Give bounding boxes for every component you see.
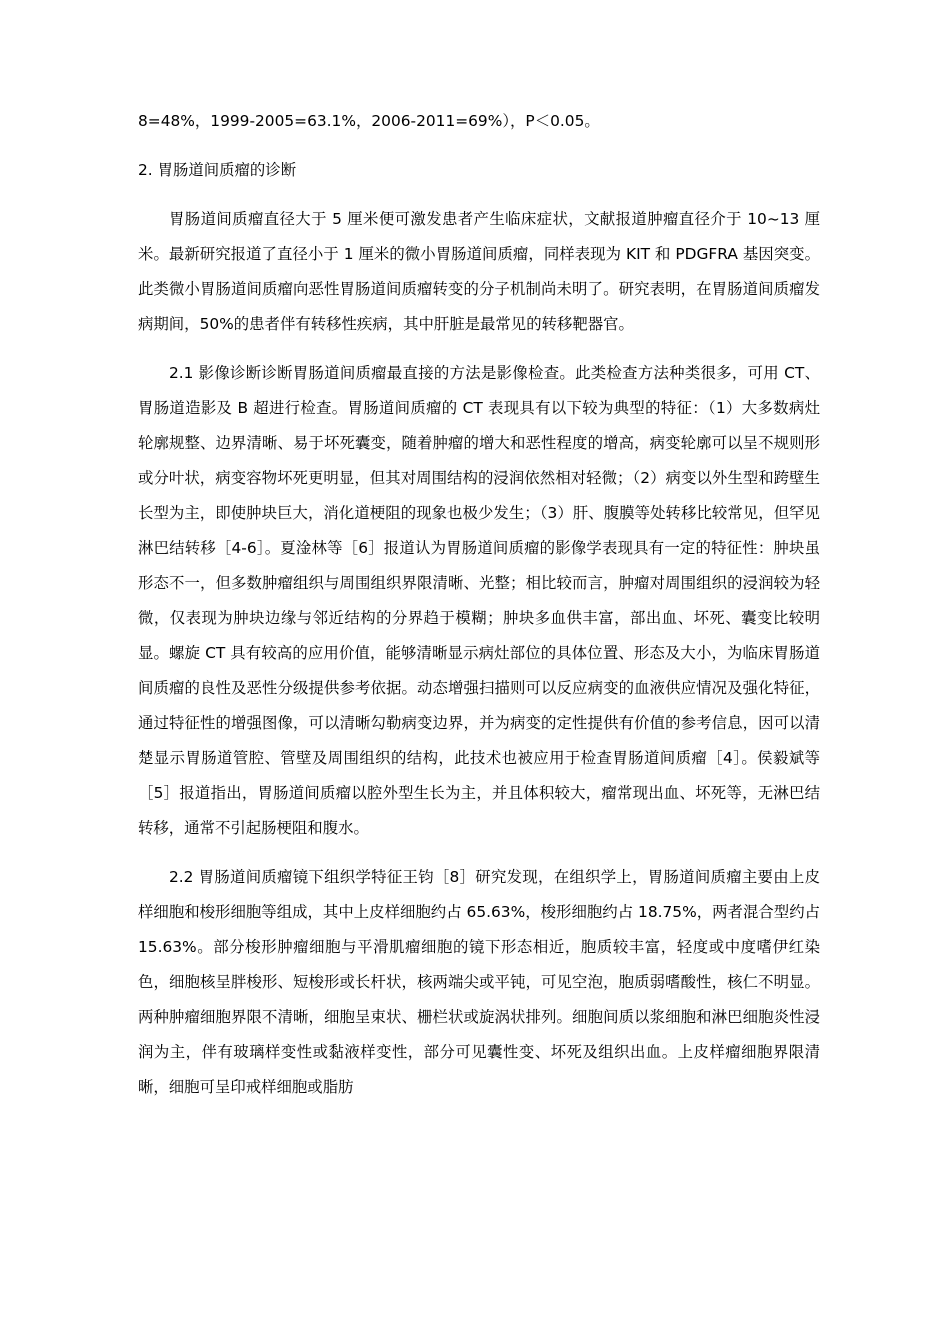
paragraph-histology: 2.2 胃肠道间质瘤镜下组织学特征王钧［8］研究发现，在组织学上，胃肠道间质瘤主要由上皮样细胞和梭形细胞等组成，其中上皮样细胞约占 65.63%，梭形细胞约占 18.75%，两者混合型约占 15.63%。部分梭形肿瘤细胞与平滑肌瘤细胞的镜下形态相近，胞质较丰富，轻度或中度嗜伊红染色，细胞核呈胖梭形、短梭形或长杆状，核两端尖或平钝，可见空泡，胞质弱嗜酸性，核仁不明显。两种肿瘤细胞界限不清晰，细胞呈束状、栅栏状或旋涡状排列。细胞间质以浆细胞和淋巴细胞炎性浸润为主，伴有玻璃样变性或黏液样变性，部分可见囊性变、坏死及组织出血。上皮样瘤细胞界限清晰，细胞可呈印戒样细胞或脂肪	[138, 868, 820, 1096]
document-page	[138, 104, 820, 1119]
continuation-text: 8=48%，1999-2005=63.1%，2006-2011=69%），P＜0.05。	[138, 112, 600, 130]
section-heading: 2. 胃肠道间质瘤的诊断	[138, 161, 297, 179]
paragraph-intro: 胃肠道间质瘤直径大于 5 厘米便可激发患者产生临床症状，文献报道肿瘤直径介于 10~13 厘米。最新研究报道了直径小于 1 厘米的微小胃肠道间质瘤，同样表现为 KIT 和 PDGFRA 基因突变。此类微小胃肠道间质瘤向恶性胃肠道间质瘤转变的分子机制尚未明了。研究表明，在胃肠道间质瘤发病期间，50%的患者伴有转移性疾病，其中肝脏是最常见的转移靶器官。	[138, 210, 820, 333]
paragraph-imaging-diagnosis: 2.1 影像诊断诊断胃肠道间质瘤最直接的方法是影像检查。此类检查方法种类很多，可用 CT、胃肠道造影及 B 超进行检查。胃肠道间质瘤的 CT 表现具有以下较为典型的特征：（1）大多数病灶轮廓规整、边界清晰、易于坏死囊变，随着肿瘤的增大和恶性程度的增高，病变轮廓可以呈不规则形或分叶状，病变容物坏死更明显，但其对周围结构的浸润依然相对轻微；（2）病变以外生型和跨壁生长型为主，即使肿块巨大，消化道梗阻的现象也极少发生；（3）肝、腹膜等处转移比较常见，但罕见淋巴结转移［4-6］。夏淦林等［6］报道认为胃肠道间质瘤的影像学表现具有一定的特征性：肿块虽形态不一，但多数肿瘤组织与周围组织界限清晰、光整；相比较而言，肿瘤对周围组织的浸润较为轻微，仅表现为肿块边缘与邻近结构的分界趋于模糊；肿块多血供丰富，部出血、坏死、囊变比较明显。螺旋 CT 具有较高的应用价值，能够清晰显示病灶部位的具体位置、形态及大小，为临床胃肠道间质瘤的良性及恶性分级提供参考依据。动态增强扫描则可以反应病变的血液供应情况及强化特征，通过特征性的增强图像，可以清晰勾勒病变边界，并为病变的定性提供有价值的参考信息，因可以清楚显示胃肠道管腔、管壁及周围组织的结构，此技术也被应用于检查胃肠道间质瘤［4］。侯毅斌等［5］报道指出，胃肠道间质瘤以腔外型生长为主，并且体积较大，瘤常现出血、坏死等，无淋巴结转移，通常不引起肠梗阻和腹水。	[138, 364, 820, 837]
